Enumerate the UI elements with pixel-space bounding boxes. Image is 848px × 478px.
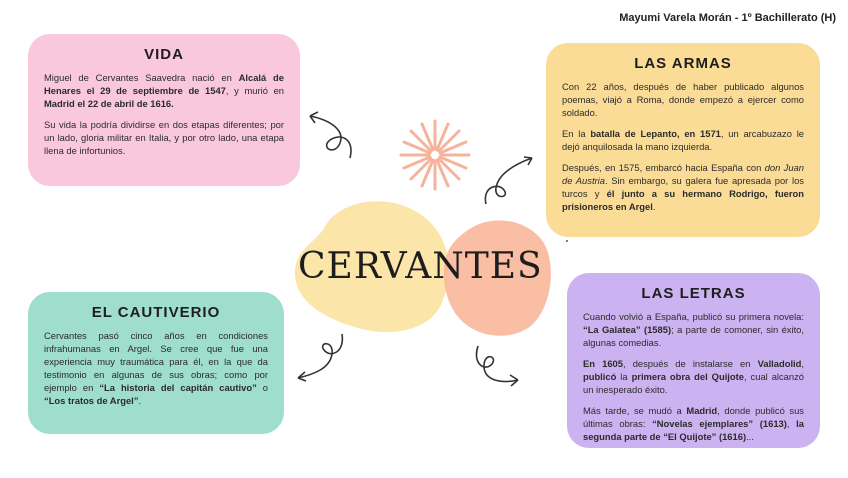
letras-heading: LAS LETRAS (641, 285, 746, 302)
vida-heading: VIDA (144, 46, 184, 63)
vida-paragraph-2: Su vida la podría dividirse en dos etapas diferentes; por un lado, gloria militar en Italia, y por otro lado, una etapa llena de infortunios. (44, 119, 284, 156)
author-credit: Mayumi Varela Morán - 1º Bachillerato (H) (619, 12, 836, 24)
vida-paragraph-1: Miguel de Cervantes Saavedra nació en Alcalá de Henares el 29 de septiembre de 1547, y murió en Madrid el 22 de abril de 1616. (44, 72, 284, 109)
letras-paragraph-2: En 1605, después de instalarse en Valladolid, publicó la primera obra del Quijote, cual alcanzó un inesperado éxito. (583, 358, 805, 395)
armas-paragraph-1: Con 22 años, después de haber publicado algunos poemas, viajó a Roma, donde empezó a ejercer como soldado. (562, 81, 804, 118)
armas-paragraph-2: En la batalla de Lepanto, en 1571, un arcabuzazo le dejó anquilosada la mano izquierda. (562, 128, 804, 152)
letras-card (567, 273, 820, 448)
armas-paragraph-3: Después, en 1575, embarcó hacia España con don Juan de Austria. Sin embargo, su galera fue apresada por los turcos y él junto a su hermano Rodrigo, fueron prisioneros en Argel. (562, 162, 804, 212)
arrow-to-cautiverio-icon (290, 328, 350, 383)
arrow-to-vida-icon (300, 108, 360, 163)
cautiverio-paragraph-1: Cervantes pasó cinco años en condiciones infrahumanas en Argel. Se cree que fue una experiencia muy traumática para él, en la que da testimonio en algunas de sus obras; como por ejemplo en “La historia del capitán cautivo” o “Los tratos de Argel”. (44, 330, 268, 406)
arrow-to-armas-icon (480, 152, 540, 207)
armas-heading: LAS ARMAS (634, 55, 732, 72)
main-title: CERVANTES (298, 246, 543, 287)
vida-card (28, 34, 300, 186)
cautiverio-heading: EL CAUTIVERIO (91, 304, 221, 321)
letras-paragraph-1: Cuando volvió a España, publicó su primera novela: “La Galatea” (1585); a parte de comoner, sin éxito, algunas comedias. (583, 311, 804, 348)
stray-dot (566, 240, 568, 242)
arrow-to-letras-icon (470, 342, 530, 392)
letras-paragraph-3: Más tarde, se mudó a Madrid, donde publicó sus últimas obras: “Novelas ejemplares” (1613), la segunda parte de “El Quijote” (1616)... (583, 405, 804, 442)
armas-card (546, 43, 820, 237)
sunburst-icon (398, 118, 472, 192)
cautiverio-card (28, 292, 284, 434)
